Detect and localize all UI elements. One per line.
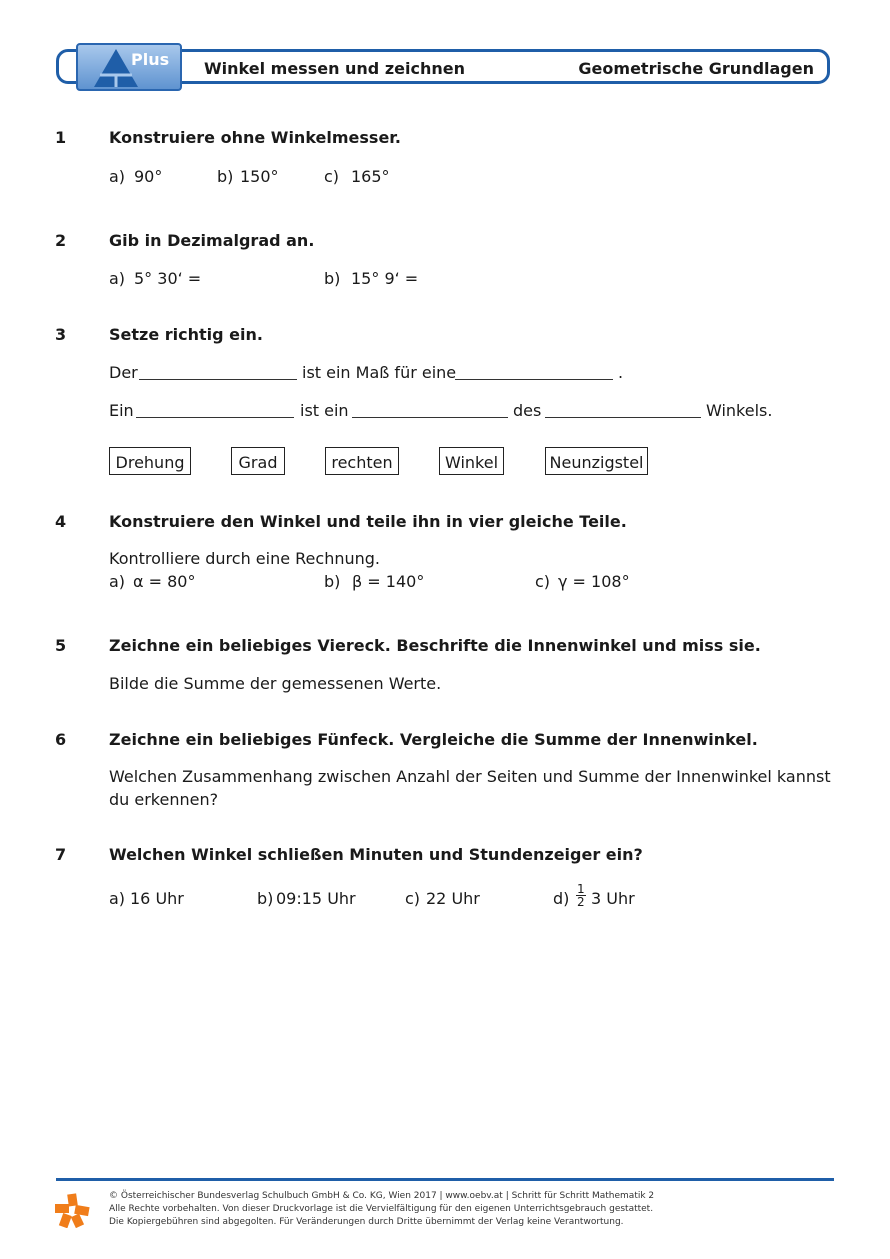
item-label: b) [257, 889, 274, 908]
cloze-text: ist ein [300, 401, 349, 420]
task-title: Zeichne ein beliebiges Viereck. Beschrifte die Innenwinkel und miss sie. [109, 636, 761, 655]
cloze-text: Ein [109, 401, 134, 420]
item-value: 22 Uhr [426, 889, 480, 908]
item-value: β = 140° [352, 572, 425, 591]
item-label: a) [109, 167, 126, 186]
item-label: b) [324, 269, 341, 288]
item-value: 09:15 Uhr [276, 889, 356, 908]
fraction [574, 883, 588, 908]
fraction-numerator: 1 [577, 882, 585, 896]
task-title: Setze richtig ein. [109, 325, 263, 344]
task-text: Bilde die Summe der gemessenen Werte. [109, 674, 442, 693]
task-number: 4 [55, 512, 67, 531]
item-value: 3 Uhr [591, 889, 635, 908]
task-number: 6 [55, 730, 67, 749]
item-value: γ = 108° [558, 572, 630, 591]
fraction-denominator: 2 [577, 895, 585, 909]
item-label: c) [535, 572, 551, 591]
task-text: du erkennen? [109, 790, 219, 809]
item-label: c) [324, 167, 340, 186]
item-label: c) [405, 889, 421, 908]
cloze-text: . [618, 363, 624, 382]
cloze-blank[interactable] [455, 379, 613, 380]
footer-disclaimer: Die Kopiergebühren sind abgegolten. Für Veränderungen durch Dritte übernimmt der Verlag keine Verantwortung. [109, 1217, 624, 1227]
publisher-logo-icon [55, 1192, 91, 1232]
item-label: a) [109, 889, 126, 908]
page-topic: Geometrische Grundlagen [578, 59, 814, 78]
footer-line [56, 1178, 834, 1181]
word-box: Grad [231, 447, 285, 475]
item-value: 15° 9‘ = [351, 269, 419, 288]
task-text: Kontrolliere durch eine Rechnung. [109, 549, 380, 568]
cloze-text: ist ein Maß für eine [302, 363, 457, 382]
task-title: Konstruiere ohne Winkelmesser. [109, 128, 401, 147]
cloze-blank[interactable] [352, 417, 508, 418]
item-label: b) [217, 167, 234, 186]
item-value: α = 80° [133, 572, 196, 591]
page-title: Winkel messen und zeichnen [204, 59, 465, 78]
word-box: rechten [325, 447, 399, 475]
footer-rights: Alle Rechte vorbehalten. Von dieser Druckvorlage ist die Vervielfältigung für den eigenen Unterrichtsgebrauch gestattet. [109, 1204, 654, 1214]
cloze-blank[interactable] [545, 417, 701, 418]
cloze-text: des [513, 401, 542, 420]
item-label: b) [324, 572, 341, 591]
item-value: 5° 30‘ = [134, 269, 202, 288]
footer-copyright: © Österreichischer Bundesverlag Schulbuch GmbH & Co. KG, Wien 2017 | www.oebv.at | Schritt für Schritt Mathematik 2 [109, 1191, 655, 1201]
plus-logo [76, 43, 182, 91]
item-value: 16 Uhr [130, 889, 184, 908]
item-label: a) [109, 572, 126, 591]
task-text: Welchen Zusammenhang zwischen Anzahl der Seiten und Summe der Innenwinkel kannst [109, 767, 831, 786]
task-number: 2 [55, 231, 67, 250]
word-box: Winkel [439, 447, 504, 475]
logo-text: Plus [131, 50, 170, 69]
cloze-text: Der [109, 363, 138, 382]
task-title: Welchen Winkel schließen Minuten und Stundenzeiger ein? [109, 845, 643, 864]
word-box: Neunzigstel [545, 447, 648, 475]
cloze-blank[interactable] [139, 379, 297, 380]
item-value: 165° [351, 167, 390, 186]
task-number: 1 [55, 128, 67, 147]
task-title: Konstruiere den Winkel und teile ihn in vier gleiche Teile. [109, 512, 627, 531]
task-number: 3 [55, 325, 67, 344]
task-title: Gib in Dezimalgrad an. [109, 231, 315, 250]
cloze-text: Winkels. [706, 401, 773, 420]
item-value: 90° [134, 167, 163, 186]
cloze-blank[interactable] [136, 417, 294, 418]
item-label: d) [553, 889, 570, 908]
task-number: 7 [55, 845, 67, 864]
item-label: a) [109, 269, 126, 288]
task-title: Zeichne ein beliebiges Fünfeck. Vergleiche die Summe der Innenwinkel. [109, 730, 758, 749]
item-value: 150° [240, 167, 279, 186]
word-box: Drehung [109, 447, 191, 475]
task-number: 5 [55, 636, 67, 655]
